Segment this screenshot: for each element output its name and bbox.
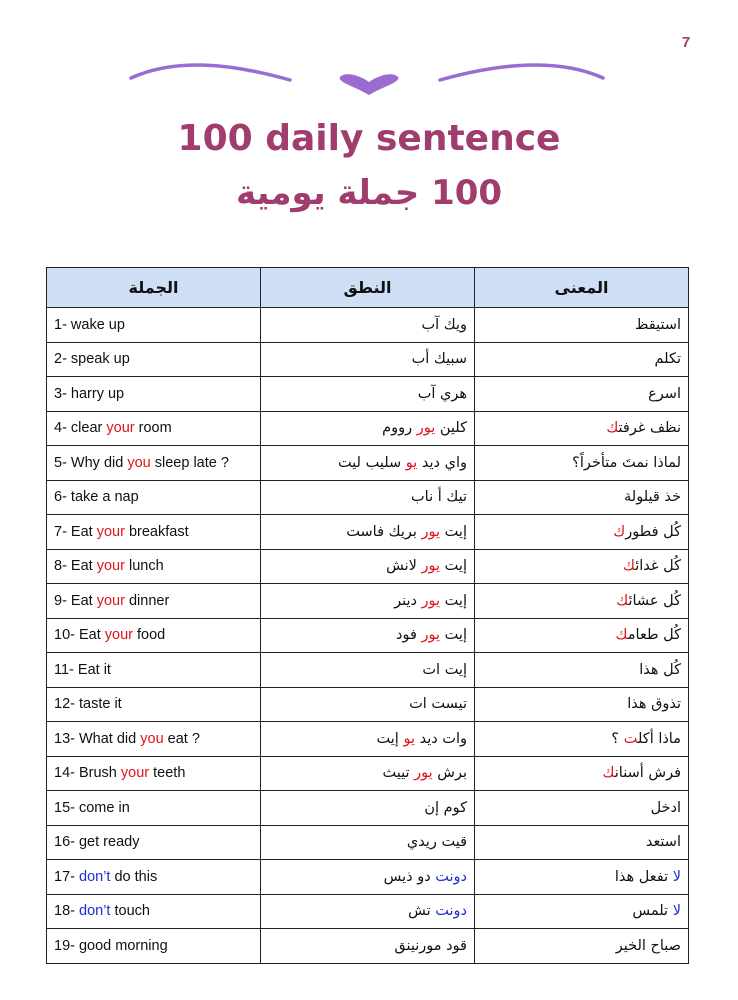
cell-meaning (475, 722, 689, 757)
highlighted-text: لا (672, 868, 681, 885)
cell-text: ؟ (611, 730, 624, 747)
cell-meaning (475, 549, 689, 584)
cell-text: كُل هذا (639, 661, 681, 678)
cell-sentence (47, 722, 261, 757)
cell-text: 1- wake up (54, 316, 125, 333)
cell-sentence (47, 446, 261, 481)
cell-text: 6- take a nap (54, 489, 139, 506)
highlighted-text: ت (623, 730, 638, 747)
table-row (47, 515, 689, 550)
cell-sentence (47, 825, 261, 860)
cell-text: قود مورنينق (394, 937, 467, 954)
cell-meaning (475, 653, 689, 688)
cell-sentence (47, 618, 261, 653)
cell-pronunciation (261, 825, 475, 860)
table-row (47, 411, 689, 446)
cell-pronunciation (261, 480, 475, 515)
cell-pronunciation (261, 687, 475, 722)
highlighted-text: ك (602, 765, 615, 782)
cell-text: كُل عشائ (628, 592, 681, 609)
cell-meaning (475, 825, 689, 860)
table-row (47, 584, 689, 619)
cell-text: قيت ريدي (406, 834, 467, 851)
cell-text: 17- (54, 868, 79, 885)
heart-divider-icon (0, 55, 738, 105)
cell-pronunciation (261, 549, 475, 584)
cell-meaning (475, 687, 689, 722)
cell-text: برش (432, 765, 467, 782)
cell-text: كُل طعام (627, 627, 681, 644)
table-row (47, 929, 689, 964)
cell-text: صباح الخير (615, 937, 681, 954)
cell-pronunciation (261, 377, 475, 412)
cell-pronunciation (261, 308, 475, 343)
cell-text: 7- Eat (54, 523, 97, 540)
cell-text: واي ديد (417, 454, 467, 471)
cell-meaning (475, 515, 689, 550)
cell-text: lunch (124, 558, 164, 575)
header-pronunciation: النطق (261, 268, 475, 308)
cell-pronunciation (261, 860, 475, 895)
highlighted-text: دونت (435, 903, 467, 920)
cell-text: تش (408, 903, 436, 920)
cell-sentence (47, 756, 261, 791)
cell-text: إيت ات (422, 661, 467, 678)
cell-text: sleep late ? (150, 454, 229, 471)
cell-text: تلمس (632, 903, 673, 920)
cell-text: إيت (440, 592, 467, 609)
cell-meaning (475, 929, 689, 964)
cell-sentence (47, 860, 261, 895)
cell-text: 18- (54, 903, 79, 920)
cell-text: دينر (394, 592, 422, 609)
table-row (47, 549, 689, 584)
table-row (47, 618, 689, 653)
cell-text: استيقظ (634, 316, 681, 333)
header-meaning: المعنى (475, 268, 689, 308)
cell-text: 13- What did (54, 730, 141, 747)
cell-text: لماذا نمت (622, 454, 681, 471)
cell-meaning (475, 377, 689, 412)
highlighted-text: your (120, 765, 150, 782)
cell-text: do this (110, 868, 158, 885)
highlighted-text: your (106, 420, 135, 437)
cell-meaning (475, 756, 689, 791)
highlighted-text: you (140, 730, 164, 747)
cell-text: فرش أسنان (614, 765, 681, 782)
cell-text: اسرع (648, 385, 681, 402)
highlighted-text: يور (421, 523, 441, 540)
highlighted-text: don’t (79, 868, 111, 885)
cell-text: هري آب (417, 385, 467, 402)
cell-sentence (47, 308, 261, 343)
cell-text: 11- Eat it (54, 661, 111, 678)
table-body (47, 308, 689, 964)
highlighted-text: يو (405, 454, 418, 471)
table-row (47, 446, 689, 481)
table-row (47, 480, 689, 515)
cell-sentence (47, 791, 261, 826)
highlighted-text: ك (606, 420, 619, 437)
cell-text: room (134, 420, 172, 437)
cell-text: رووم (382, 420, 417, 437)
cell-pronunciation (261, 584, 475, 619)
cell-meaning (475, 446, 689, 481)
cell-text: تيك أ ناب (411, 489, 467, 506)
highlighted-text: يور (414, 765, 433, 782)
cell-sentence (47, 515, 261, 550)
cell-text: إيت (440, 627, 467, 644)
cell-text: 4- clear (54, 420, 107, 437)
cell-text: ويك آب (421, 316, 467, 333)
cell-pronunciation (261, 515, 475, 550)
highlighted-text: your (96, 523, 125, 540)
cell-text: إيت (440, 523, 467, 540)
cell-text: سليب ليت (337, 454, 406, 471)
cell-text: 12- taste it (54, 696, 122, 713)
cell-text: استعد (645, 834, 681, 851)
cell-text: 10- Eat (54, 627, 105, 644)
cell-meaning (475, 894, 689, 929)
highlighted-text: يور (416, 420, 436, 437)
cell-sentence (47, 687, 261, 722)
cell-pronunciation (261, 618, 475, 653)
table-row (47, 860, 689, 895)
cell-text: تيست ات (409, 696, 467, 713)
cell-sentence (47, 480, 261, 515)
cell-text: نظف غرفت (618, 420, 681, 437)
cell-pronunciation (261, 756, 475, 791)
highlighted-text: your (96, 558, 125, 575)
cell-pronunciation (261, 722, 475, 757)
cell-text: كُل فطور (625, 523, 681, 540)
cell-meaning (475, 618, 689, 653)
cell-pronunciation (261, 929, 475, 964)
table-row (47, 791, 689, 826)
highlighted-text: يور (421, 558, 441, 575)
table-row (47, 722, 689, 757)
cell-meaning (475, 308, 689, 343)
cell-text: بريك فاست (346, 523, 422, 540)
cell-text: فود (396, 627, 422, 644)
cell-text: 2- speak up (54, 351, 130, 368)
cell-meaning (475, 411, 689, 446)
highlighted-text: your (104, 627, 133, 644)
cell-text: 15- come in (54, 799, 130, 816)
cell-text: 8- Eat (54, 558, 97, 575)
highlighted-text: لا (672, 903, 681, 920)
highlighted-text: your (96, 592, 125, 609)
cell-text: تذوق هذا (627, 696, 681, 713)
cell-text: تييث (382, 765, 415, 782)
cell-text: إيت (376, 730, 404, 747)
table-row (47, 377, 689, 412)
cell-meaning (475, 480, 689, 515)
cell-meaning (475, 342, 689, 377)
highlighted-text: you (127, 454, 151, 471)
table-row (47, 825, 689, 860)
cell-text: وات ديد (414, 730, 467, 747)
cell-text: كوم إن (424, 799, 467, 816)
highlighted-text: ك (623, 558, 636, 575)
cell-text: 19- good morning (54, 937, 168, 954)
cell-pronunciation (261, 653, 475, 688)
cell-sentence (47, 411, 261, 446)
table-row (47, 687, 689, 722)
cell-sentence (47, 377, 261, 412)
cell-text: 5- Why did (54, 454, 128, 471)
header-sentence: الجملة (47, 268, 261, 308)
cell-text: تفعل هذا (614, 868, 673, 885)
highlighted-text: don’t (79, 903, 111, 920)
cell-sentence (47, 584, 261, 619)
table-row (47, 653, 689, 688)
cell-text: 9- Eat (54, 592, 97, 609)
cell-pronunciation (261, 446, 475, 481)
sentences-table (46, 267, 689, 964)
cell-text: إيت (440, 558, 467, 575)
cell-text: كُل غدائ (635, 558, 681, 575)
table-row (47, 894, 689, 929)
cell-text: dinner (124, 592, 170, 609)
table-row (47, 342, 689, 377)
highlighted-text: ك (616, 592, 629, 609)
cell-text: ادخل (650, 799, 681, 816)
highlighted-text: يور (421, 592, 441, 609)
table-row (47, 308, 689, 343)
cell-pronunciation (261, 411, 475, 446)
cell-text: touch (110, 903, 150, 920)
highlighted-text: دونت (435, 868, 467, 885)
cell-text: 14- Brush (54, 765, 121, 782)
highlighted-text: ك (615, 627, 628, 644)
highlighted-text: يو (403, 730, 415, 747)
table-header-row (47, 268, 689, 308)
cell-text: breakfast (124, 523, 189, 540)
cell-text: eat ? (163, 730, 200, 747)
cell-meaning (475, 860, 689, 895)
highlighted-text: يور (421, 627, 441, 644)
cell-text: تكلم (654, 351, 681, 368)
cell-text: لانش (386, 558, 422, 575)
cell-sentence (47, 894, 261, 929)
cell-text: 16- get ready (54, 834, 140, 851)
title-arabic: 100 جملة يومية (235, 173, 503, 213)
cell-pronunciation (261, 791, 475, 826)
cell-pronunciation (261, 894, 475, 929)
cell-text: teeth (149, 765, 186, 782)
cell-text: ماذا أكل (637, 730, 681, 747)
cell-sentence (47, 653, 261, 688)
cell-sentence (47, 342, 261, 377)
cell-sentence (47, 549, 261, 584)
page-number: 7 (681, 34, 691, 51)
cell-text: كلين (435, 420, 467, 437)
cell-text: 3- harry up (54, 385, 125, 402)
cell-text: متأخراً؟ (572, 454, 623, 471)
cell-text: food (133, 627, 166, 644)
cell-meaning (475, 584, 689, 619)
cell-text: دو ذيس (383, 868, 436, 885)
table-row (47, 756, 689, 791)
cell-text: سبيك أب (411, 351, 467, 368)
highlighted-text: ك (613, 523, 626, 540)
title-english: 100 daily sentence (177, 118, 561, 159)
cell-meaning (475, 791, 689, 826)
cell-text: خذ قيلولة (624, 489, 681, 506)
cell-pronunciation (261, 342, 475, 377)
cell-sentence (47, 929, 261, 964)
